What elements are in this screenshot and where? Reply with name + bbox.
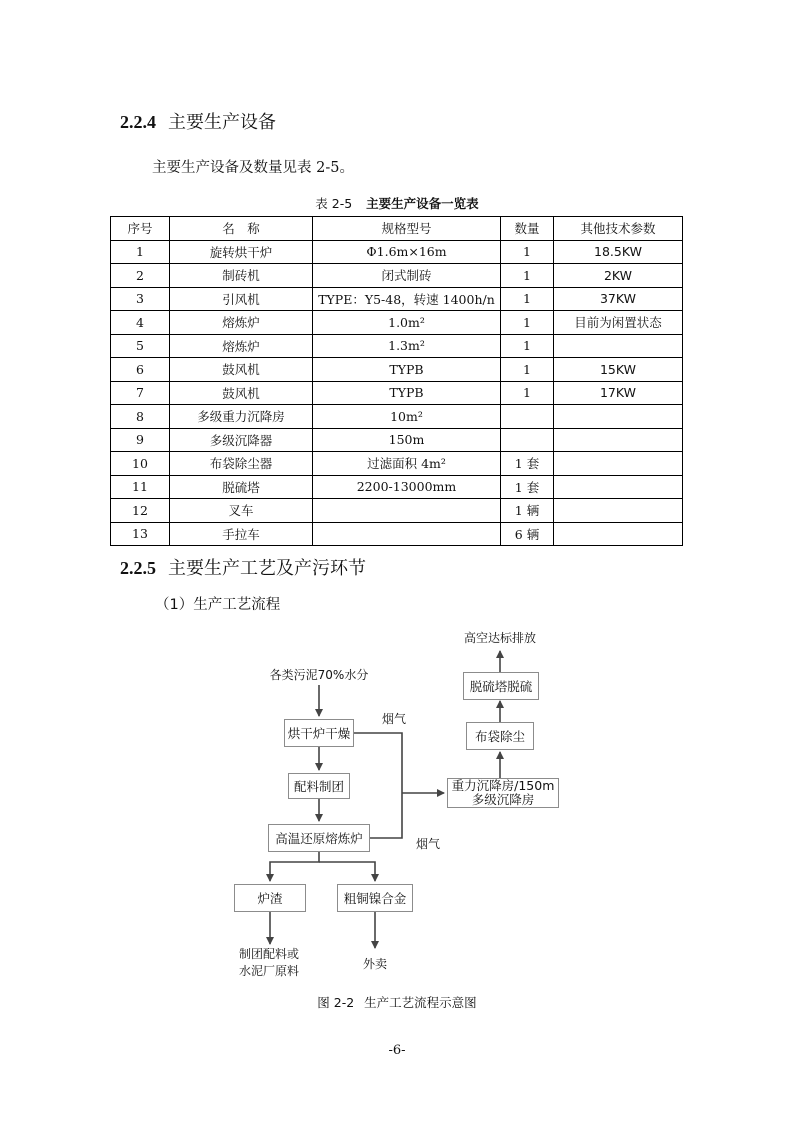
flow-settle-line2: 多级沉降房 (471, 792, 535, 807)
cell-name: 鼓风机 (170, 358, 313, 382)
cell-index: 11 (111, 475, 170, 499)
flow-box-desulf: 脱硫塔脱硫 (463, 672, 539, 700)
cell-index: 3 (111, 287, 170, 311)
cell-spec: TYPE：Y5-48，转速 1400h/n (313, 287, 501, 311)
cell-name: 脱硫塔 (170, 475, 313, 499)
section-number: 2.2.4 (120, 112, 156, 132)
flow-box-dry: 烘干炉干燥 (284, 719, 354, 747)
flow-alloy-use: 外卖 (362, 957, 387, 971)
header-params: 其他技术参数 (554, 217, 683, 241)
cell-name: 旋转烘干炉 (170, 240, 313, 264)
cell-spec: 2200-13000mm (313, 475, 501, 499)
figure-caption-label: 图 2-2 (317, 995, 355, 1010)
page-number: -6- (388, 1043, 406, 1058)
flow-slag-use (228, 946, 310, 980)
cell-name: 引风机 (170, 287, 313, 311)
flow-gas-label-1: 烟气 (381, 712, 406, 726)
flow-emit-label: 高空达标排放 (463, 631, 536, 645)
cell-spec: TYPB (313, 358, 501, 382)
cell-params: 15KW (554, 358, 683, 382)
arrow-smelt-to-alloy (319, 862, 375, 881)
cell-qty: 1 (501, 287, 554, 311)
cell-spec: 10m² (313, 405, 501, 429)
section-title: 主要生产设备 (168, 112, 276, 133)
cell-name: 叉车 (170, 499, 313, 523)
cell-index: 10 (111, 452, 170, 476)
cell-spec: TYPB (313, 381, 501, 405)
cell-params: 17KW (554, 381, 683, 405)
flow-settle-line1: 重力沉降房/150m (451, 778, 555, 793)
cell-qty: 1 套 (501, 475, 554, 499)
section-title: 主要生产工艺及产污环节 (168, 558, 366, 579)
cell-name: 多级重力沉降房 (170, 405, 313, 429)
header-spec: 规格型号 (313, 217, 501, 241)
flow-input-label: 各类污泥70%水分 (269, 668, 369, 682)
cell-name: 熔炼炉 (170, 311, 313, 335)
flow-gas-label-2: 烟气 (415, 837, 440, 851)
cell-spec: 闭式制砖 (313, 264, 501, 288)
figure-caption (0, 993, 794, 1011)
cell-index: 1 (111, 240, 170, 264)
cell-index: 7 (111, 381, 170, 405)
section-number: 2.2.5 (120, 558, 156, 578)
flow-box-bag: 布袋除尘 (466, 722, 534, 750)
cell-qty: 1 (501, 358, 554, 382)
cell-name: 手拉车 (170, 522, 313, 546)
header-qty: 数量 (501, 217, 554, 241)
cell-name: 熔炼炉 (170, 334, 313, 358)
table-caption-title: 主要生产设备一览表 (366, 196, 479, 211)
table-caption-label: 表 2-5 (315, 196, 353, 211)
cell-qty: 1 (501, 334, 554, 358)
cell-name: 布袋除尘器 (170, 452, 313, 476)
cell-qty: 1 套 (501, 452, 554, 476)
subheading: （1）生产工艺流程 (155, 597, 281, 613)
flow-box-settle (447, 778, 559, 808)
cell-index: 12 (111, 499, 170, 523)
cell-qty: 1 (501, 381, 554, 405)
cell-name: 制砖机 (170, 264, 313, 288)
cell-params: 37KW (554, 287, 683, 311)
cell-params: 18.5KW (554, 240, 683, 264)
flow-slag-use-line2: 水泥厂原料 (238, 964, 299, 978)
cell-index: 9 (111, 428, 170, 452)
figure-caption-title: 生产工艺流程示意图 (364, 995, 477, 1010)
cell-index: 8 (111, 405, 170, 429)
cell-spec: 1.0m² (313, 311, 501, 335)
flow-box-alloy: 粗铜镍合金 (337, 884, 413, 912)
cell-index: 4 (111, 311, 170, 335)
gas-line (353, 733, 402, 838)
cell-qty: 1 (501, 264, 554, 288)
cell-spec: 过滤面积 4m² (313, 452, 501, 476)
header-index: 序号 (111, 217, 170, 241)
cell-spec: 150m (313, 428, 501, 452)
header-name: 名 称 (170, 217, 313, 241)
flow-box-smelt: 高温还原熔炼炉 (268, 824, 370, 852)
flow-box-mix: 配料制团 (288, 773, 350, 799)
cell-name: 鼓风机 (170, 381, 313, 405)
intro-paragraph: 主要生产设备及数量见表 2-5。 (152, 160, 354, 176)
cell-index: 13 (111, 522, 170, 546)
cell-params: 目前为闲置状态 (554, 311, 683, 335)
arrow-smelt-to-slag (270, 852, 319, 881)
cell-spec: Φ1.6m×16m (313, 240, 501, 264)
flow-slag-use-line1: 制团配料或 (238, 947, 299, 961)
cell-name: 多级沉降器 (170, 428, 313, 452)
cell-index: 6 (111, 358, 170, 382)
cell-qty: 1 (501, 311, 554, 335)
cell-index: 2 (111, 264, 170, 288)
cell-qty: 1 (501, 240, 554, 264)
cell-params: 2KW (554, 264, 683, 288)
flow-box-slag: 炉渣 (234, 884, 306, 912)
cell-qty: 1 辆 (501, 499, 554, 523)
cell-qty: 6 辆 (501, 522, 554, 546)
cell-spec: 1.3m² (313, 334, 501, 358)
cell-index: 5 (111, 334, 170, 358)
